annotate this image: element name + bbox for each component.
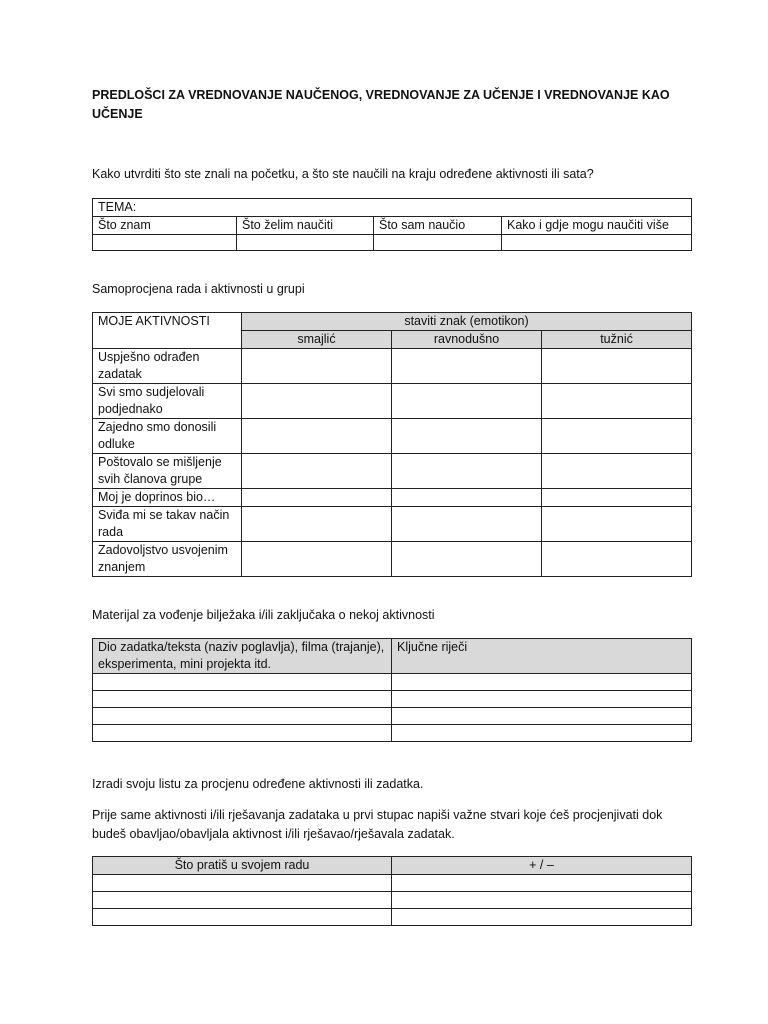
smiley-header: smajlić: [242, 331, 392, 349]
emoticon-cell[interactable]: [392, 454, 542, 489]
notes-cell[interactable]: [392, 674, 692, 691]
notes-cell[interactable]: [93, 708, 392, 725]
kwl-cell[interactable]: [502, 235, 692, 251]
kwl-cell[interactable]: [237, 235, 374, 251]
section4-instruction: Izradi svoju listu za procjenu određene aktivnosti ili zadatka.: [92, 777, 424, 791]
checklist-cell[interactable]: [93, 892, 392, 909]
section4-description: Prije same aktivnosti i/ili rješavanja zadataka u prvi stupac napiši važne stvari koje ćeš procjenjivati dok budeš obavljao/obavljala aktivnost i/ili rješavao/rješavala zadatak.: [92, 808, 663, 841]
emoticon-cell[interactable]: [542, 489, 692, 507]
emoticon-cell[interactable]: [242, 454, 392, 489]
checklist-table: [92, 856, 692, 926]
activity-row-label: Poštovalo se mišljenje svih članova grupe: [93, 454, 242, 489]
emoticon-cell[interactable]: [242, 507, 392, 542]
notes-header-keywords: Ključne riječi: [392, 639, 692, 674]
activities-header: MOJE AKTIVNOSTI: [93, 313, 242, 349]
notes-cell[interactable]: [392, 691, 692, 708]
notes-table: [92, 638, 692, 742]
activity-row-label: Sviđa mi se takav način rada: [93, 507, 242, 542]
notes-cell[interactable]: [93, 691, 392, 708]
emoticon-cell[interactable]: [542, 507, 692, 542]
activity-row-label: Moj je doprinos bio…: [93, 489, 242, 507]
section2-heading: Samoprocjena rada i aktivnosti u grupi: [92, 282, 305, 296]
checklist-header-tracking: Što pratiš u svojem radu: [93, 857, 392, 875]
section1-question: Kako utvrditi što ste znali na početku, a što ste naučili na kraju određene aktivnosti ili sata?: [92, 167, 594, 181]
checklist-cell[interactable]: [392, 892, 692, 909]
notes-cell[interactable]: [93, 725, 392, 742]
kwl-table: [92, 198, 692, 251]
emoticon-cell[interactable]: [542, 349, 692, 384]
checklist-cell[interactable]: [392, 909, 692, 926]
emoticon-cell[interactable]: [542, 384, 692, 419]
kwl-header-vise: Kako i gdje mogu naučiti više: [502, 217, 692, 235]
kwl-cell[interactable]: [374, 235, 502, 251]
emoticon-cell[interactable]: [392, 542, 542, 577]
notes-header-part: Dio zadatka/teksta (naziv poglavlja), filma (trajanje), eksperimenta, mini projekta itd.: [93, 639, 392, 674]
tema-label: TEMA:: [93, 199, 692, 217]
checklist-cell[interactable]: [392, 875, 692, 892]
page-title: PREDLOŠCI ZA VREDNOVANJE NAUČENOG, VREDNOVANJE ZA UČENJE I VREDNOVANJE KAO UČENJE: [92, 88, 670, 121]
emoticon-cell[interactable]: [392, 489, 542, 507]
notes-cell[interactable]: [392, 708, 692, 725]
activity-row-label: Svi smo sudjelovali podjednako: [93, 384, 242, 419]
kwl-cell[interactable]: [93, 235, 237, 251]
checklist-header-plus-minus: + / –: [392, 857, 692, 875]
checklist-cell[interactable]: [93, 875, 392, 892]
self-assessment-table: [92, 312, 692, 577]
emoticon-cell[interactable]: [392, 419, 542, 454]
notes-cell[interactable]: [392, 725, 692, 742]
activity-row-label: Uspješno odrađen zadatak: [93, 349, 242, 384]
emoticon-cell[interactable]: [242, 384, 392, 419]
kwl-header-znam: Što znam: [93, 217, 237, 235]
sad-header: tužnić: [542, 331, 692, 349]
emoticon-cell[interactable]: [392, 349, 542, 384]
emoticon-cell[interactable]: [242, 542, 392, 577]
kwl-header-naucio: Što sam naučio: [374, 217, 502, 235]
emoticon-cell[interactable]: [242, 489, 392, 507]
neutral-header: ravnodušno: [392, 331, 542, 349]
emoticon-cell[interactable]: [542, 419, 692, 454]
section3-heading: Materijal za vođenje bilježaka i/ili zaključaka o nekoj aktivnosti: [92, 608, 435, 622]
emoticon-cell[interactable]: [242, 349, 392, 384]
kwl-header-zelim: Što želim naučiti: [237, 217, 374, 235]
emoticon-cell[interactable]: [392, 384, 542, 419]
emoticon-cell[interactable]: [242, 419, 392, 454]
notes-cell[interactable]: [93, 674, 392, 691]
emoticon-cell[interactable]: [542, 454, 692, 489]
activity-row-label: Zajedno smo donosili odluke: [93, 419, 242, 454]
emoticon-cell[interactable]: [392, 507, 542, 542]
emoticon-group-header: staviti znak (emotikon): [242, 313, 692, 331]
checklist-cell[interactable]: [93, 909, 392, 926]
emoticon-cell[interactable]: [542, 542, 692, 577]
activity-row-label: Zadovoljstvo usvojenim znanjem: [93, 542, 242, 577]
